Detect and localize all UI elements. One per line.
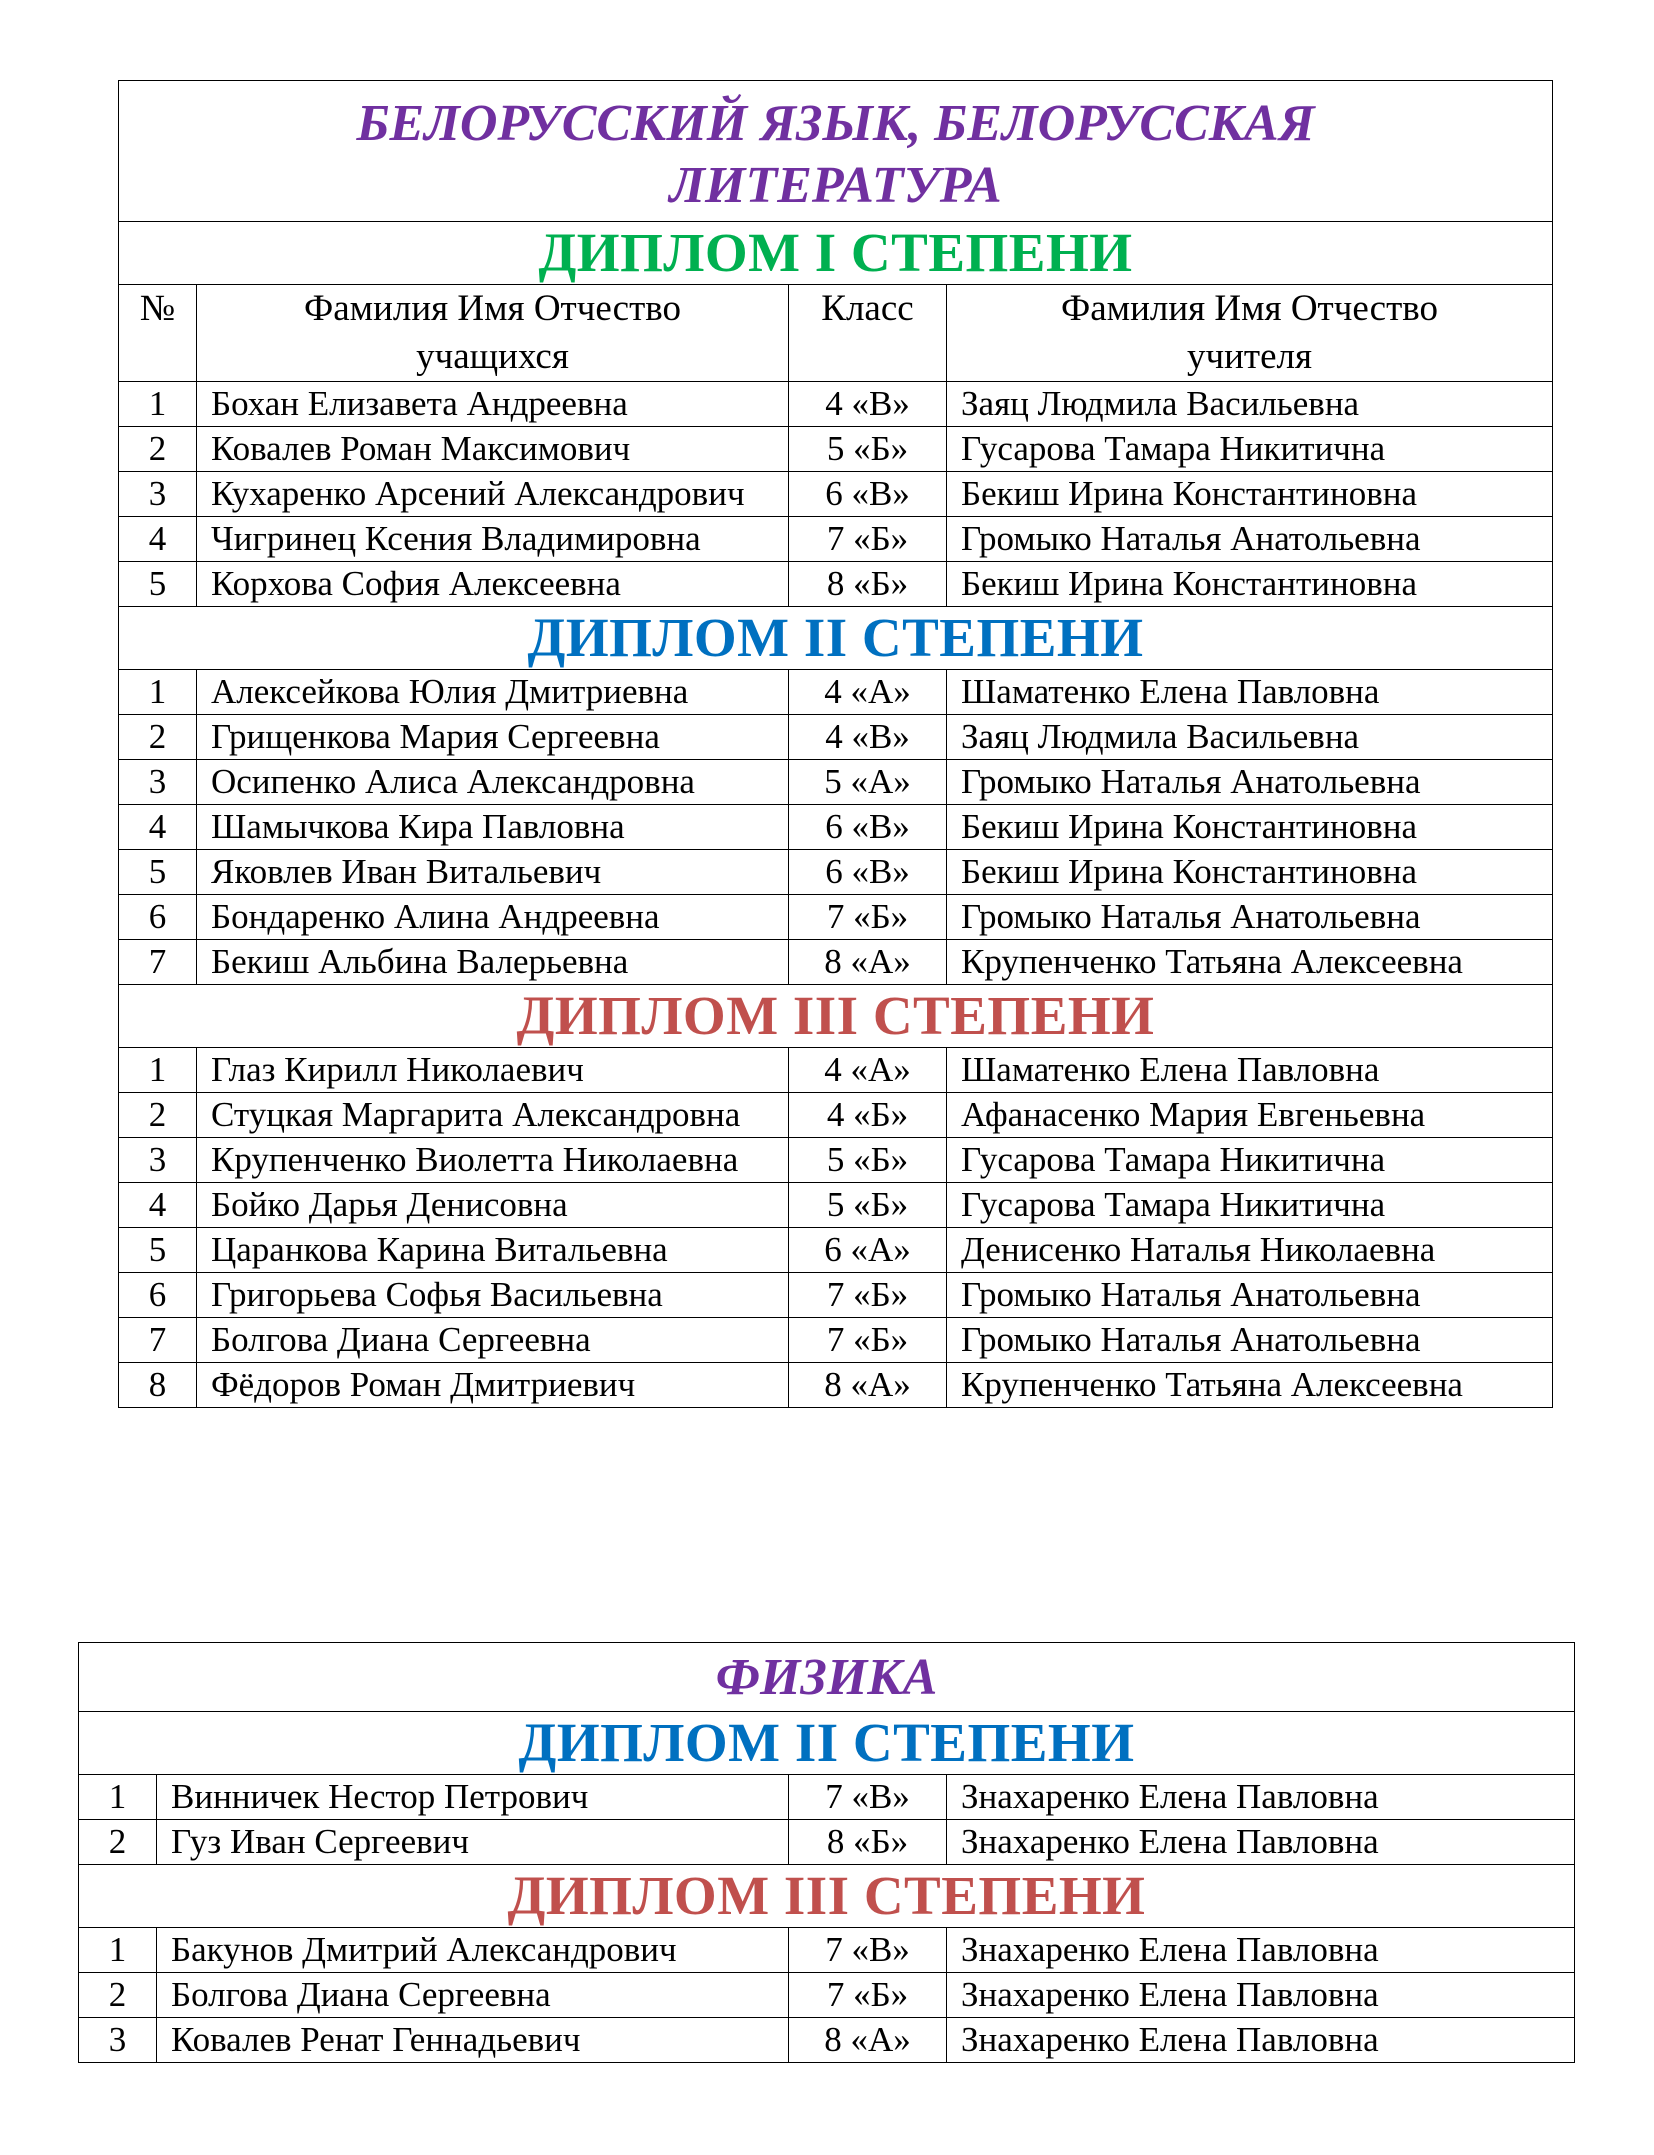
- class-label: 5 «Б»: [789, 1138, 947, 1183]
- table-row: [119, 517, 1553, 562]
- class-label: 7 «В»: [789, 1775, 947, 1820]
- class-label: 6 «В»: [789, 850, 947, 895]
- diploma-3-heading: ДИПЛОМ III СТЕПЕНИ: [79, 1865, 1575, 1928]
- teacher-name: Бекиш Ирина Константиновна: [947, 472, 1553, 517]
- student-name: Крупенченко Виолетта Николаевна: [197, 1138, 789, 1183]
- row-number: 1: [79, 1775, 157, 1820]
- student-name: Царанкова Карина Витальевна: [197, 1228, 789, 1273]
- class-label: 7 «Б»: [789, 1318, 947, 1363]
- table-row: [79, 1820, 1575, 1865]
- diploma-1-heading: ДИПЛОМ I СТЕПЕНИ: [119, 222, 1553, 285]
- teacher-name: Громыко Наталья Анатольевна: [947, 517, 1553, 562]
- header-class: Класс: [789, 285, 947, 382]
- teacher-name: Заяц Людмила Васильевна: [947, 382, 1553, 427]
- class-label: 8 «А»: [789, 1363, 947, 1408]
- teacher-name: Знахаренко Елена Павловна: [947, 1775, 1575, 1820]
- student-name: Алексейкова Юлия Дмитриевна: [197, 670, 789, 715]
- student-name: Бондаренко Алина Андреевна: [197, 895, 789, 940]
- teacher-name: Громыко Наталья Анатольевна: [947, 1273, 1553, 1318]
- row-number: 3: [119, 472, 197, 517]
- table-row: [119, 1093, 1553, 1138]
- table-row: [119, 670, 1553, 715]
- teacher-name: Заяц Людмила Васильевна: [947, 715, 1553, 760]
- class-label: 4 «А»: [789, 670, 947, 715]
- subject-title: БЕЛОРУССКИЙ ЯЗЫК, БЕЛОРУССКАЯ ЛИТЕРАТУРА: [119, 81, 1553, 222]
- belarusian-results-table: [118, 80, 1553, 1408]
- header-teacher: Фамилия Имя Отчество учителя: [947, 285, 1553, 382]
- class-label: 5 «Б»: [789, 1183, 947, 1228]
- teacher-name: Знахаренко Елена Павловна: [947, 2018, 1575, 2063]
- row-number: 1: [79, 1928, 157, 1973]
- table-row: [119, 382, 1553, 427]
- row-number: 1: [119, 670, 197, 715]
- class-label: 8 «А»: [789, 940, 947, 985]
- header-num: №: [119, 285, 197, 382]
- student-name: Гуз Иван Сергеевич: [157, 1820, 789, 1865]
- row-number: 5: [119, 1228, 197, 1273]
- student-name: Яковлев Иван Витальевич: [197, 850, 789, 895]
- student-name: Кухаренко Арсений Александрович: [197, 472, 789, 517]
- teacher-name: Громыко Наталья Анатольевна: [947, 895, 1553, 940]
- class-label: 5 «А»: [789, 760, 947, 805]
- row-number: 2: [79, 1820, 157, 1865]
- teacher-name: Денисенко Наталья Николаевна: [947, 1228, 1553, 1273]
- teacher-name: Крупенченко Татьяна Алексеевна: [947, 1363, 1553, 1408]
- table-row: [119, 895, 1553, 940]
- student-name: Болгова Диана Сергеевна: [157, 1973, 789, 2018]
- row-number: 6: [119, 895, 197, 940]
- student-name: Грищенкова Мария Сергеевна: [197, 715, 789, 760]
- class-label: 7 «Б»: [789, 517, 947, 562]
- row-number: 5: [119, 562, 197, 607]
- row-number: 1: [119, 382, 197, 427]
- student-name: Корхова София Алексеевна: [197, 562, 789, 607]
- teacher-name: Гусарова Тамара Никитична: [947, 427, 1553, 472]
- student-name: Шамычкова Кира Павловна: [197, 805, 789, 850]
- class-label: 8 «Б»: [789, 562, 947, 607]
- row-number: 2: [119, 1093, 197, 1138]
- student-name: Винничек Нестор Петрович: [157, 1775, 789, 1820]
- student-name: Бойко Дарья Денисовна: [197, 1183, 789, 1228]
- student-name: Бекиш Альбина Валерьевна: [197, 940, 789, 985]
- student-name: Стуцкая Маргарита Александровна: [197, 1093, 789, 1138]
- table-row: [119, 1048, 1553, 1093]
- student-name: Ковалев Роман Максимович: [197, 427, 789, 472]
- row-number: 4: [119, 1183, 197, 1228]
- teacher-name: Гусарова Тамара Никитична: [947, 1183, 1553, 1228]
- student-name: Осипенко Алиса Александровна: [197, 760, 789, 805]
- row-number: 4: [119, 517, 197, 562]
- teacher-name: Бекиш Ирина Константиновна: [947, 805, 1553, 850]
- diploma-3-heading: ДИПЛОМ III СТЕПЕНИ: [119, 985, 1553, 1048]
- student-name: Григорьева Софья Васильевна: [197, 1273, 789, 1318]
- subject-title: ФИЗИКА: [79, 1643, 1575, 1712]
- table-row: [119, 1363, 1553, 1408]
- class-label: 5 «Б»: [789, 427, 947, 472]
- class-label: 6 «В»: [789, 805, 947, 850]
- teacher-name: Шаматенко Елена Павловна: [947, 1048, 1553, 1093]
- class-label: 7 «Б»: [789, 1273, 947, 1318]
- physics-results-table: [78, 1642, 1575, 2063]
- teacher-name: Знахаренко Елена Павловна: [947, 1973, 1575, 2018]
- student-name: Чигринец Ксения Владимировна: [197, 517, 789, 562]
- student-name: Ковалев Ренат Геннадьевич: [157, 2018, 789, 2063]
- student-name: Бакунов Дмитрий Александрович: [157, 1928, 789, 1973]
- teacher-name: Знахаренко Елена Павловна: [947, 1820, 1575, 1865]
- row-number: 7: [119, 1318, 197, 1363]
- class-label: 7 «В»: [789, 1928, 947, 1973]
- row-number: 4: [119, 805, 197, 850]
- table-row: [119, 805, 1553, 850]
- class-label: 7 «Б»: [789, 1973, 947, 2018]
- student-name: Бохан Елизавета Андреевна: [197, 382, 789, 427]
- teacher-name: Знахаренко Елена Павловна: [947, 1928, 1575, 1973]
- class-label: 4 «Б»: [789, 1093, 947, 1138]
- class-label: 6 «А»: [789, 1228, 947, 1273]
- table-row: [119, 1228, 1553, 1273]
- diploma-2-heading: ДИПЛОМ II СТЕПЕНИ: [79, 1712, 1575, 1775]
- row-number: 3: [119, 1138, 197, 1183]
- table-row: [79, 1973, 1575, 2018]
- table-row: [119, 1318, 1553, 1363]
- table-row: [119, 850, 1553, 895]
- teacher-name: Бекиш Ирина Константиновна: [947, 562, 1553, 607]
- class-label: 4 «В»: [789, 715, 947, 760]
- table-row: [119, 1273, 1553, 1318]
- table-row: [119, 472, 1553, 517]
- student-name: Болгова Диана Сергеевна: [197, 1318, 789, 1363]
- table-row: [119, 1183, 1553, 1228]
- row-number: 1: [119, 1048, 197, 1093]
- header-student: Фамилия Имя Отчество учащихся: [197, 285, 789, 382]
- diploma-2-heading: ДИПЛОМ II СТЕПЕНИ: [119, 607, 1553, 670]
- class-label: 8 «Б»: [789, 1820, 947, 1865]
- student-name: Глаз Кирилл Николаевич: [197, 1048, 789, 1093]
- row-number: 2: [119, 715, 197, 760]
- row-number: 3: [79, 2018, 157, 2063]
- class-label: 8 «А»: [789, 2018, 947, 2063]
- table-row: [119, 562, 1553, 607]
- student-name: Фёдоров Роман Дмитриевич: [197, 1363, 789, 1408]
- table-row: [119, 760, 1553, 805]
- row-number: 2: [119, 427, 197, 472]
- class-label: 7 «Б»: [789, 895, 947, 940]
- table-row: [79, 2018, 1575, 2063]
- class-label: 6 «В»: [789, 472, 947, 517]
- teacher-name: Гусарова Тамара Никитична: [947, 1138, 1553, 1183]
- row-number: 8: [119, 1363, 197, 1408]
- row-number: 6: [119, 1273, 197, 1318]
- teacher-name: Бекиш Ирина Константиновна: [947, 850, 1553, 895]
- table-row: [119, 940, 1553, 985]
- class-label: 4 «В»: [789, 382, 947, 427]
- teacher-name: Крупенченко Татьяна Алексеевна: [947, 940, 1553, 985]
- table-row: [79, 1928, 1575, 1973]
- class-label: 4 «А»: [789, 1048, 947, 1093]
- row-number: 5: [119, 850, 197, 895]
- table-row: [119, 427, 1553, 472]
- row-number: 3: [119, 760, 197, 805]
- teacher-name: Афанасенко Мария Евгеньевна: [947, 1093, 1553, 1138]
- table-header-row: [119, 285, 1553, 382]
- table-row: [119, 1138, 1553, 1183]
- teacher-name: Шаматенко Елена Павловна: [947, 670, 1553, 715]
- row-number: 7: [119, 940, 197, 985]
- table-row: [119, 715, 1553, 760]
- teacher-name: Громыко Наталья Анатольевна: [947, 760, 1553, 805]
- teacher-name: Громыко Наталья Анатольевна: [947, 1318, 1553, 1363]
- table-row: [79, 1775, 1575, 1820]
- row-number: 2: [79, 1973, 157, 2018]
